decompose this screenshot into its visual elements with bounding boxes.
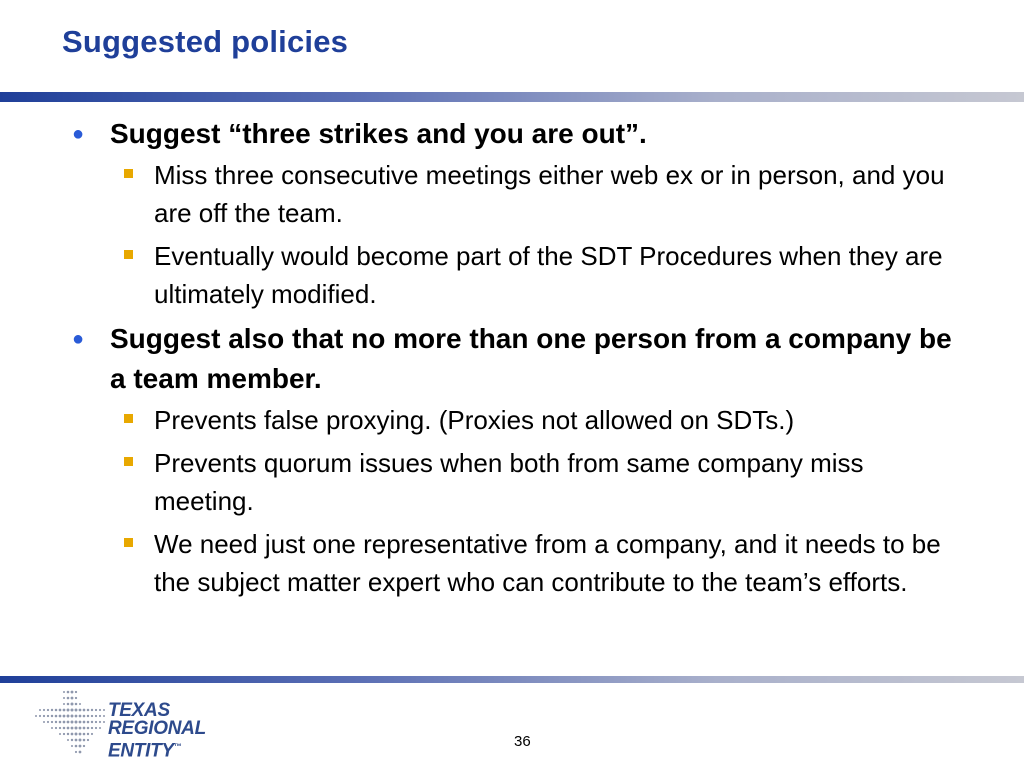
logo-dot (95, 727, 97, 729)
logo-dot (67, 691, 70, 694)
logo-dot (83, 745, 85, 747)
logo-dot (91, 715, 93, 717)
logo-dot (67, 703, 70, 706)
logo-dot (79, 751, 82, 754)
sub-bullet-text: Prevents quorum issues when both from same company miss meeting. (154, 448, 864, 516)
logo-dot (75, 715, 78, 718)
logo-dot (63, 721, 66, 724)
logo-dot (79, 745, 82, 748)
logo-dot (63, 697, 65, 699)
logo-dot (63, 727, 66, 730)
logo-dot (63, 703, 65, 705)
logo-line-entity: ENTITY (108, 740, 174, 762)
bullet-item (68, 319, 968, 399)
logo-dot (91, 727, 93, 729)
bullet-item (68, 114, 968, 154)
logo-dot (95, 715, 97, 717)
logo-dot (67, 727, 70, 730)
logo-dot (79, 727, 82, 730)
logo-dot (75, 691, 77, 693)
logo-dot (103, 715, 105, 717)
logo-dot (55, 727, 57, 729)
logo-dot (79, 733, 82, 736)
logo-dot (47, 715, 49, 717)
sub-bullet-item (68, 444, 968, 520)
logo-dot (79, 721, 82, 724)
logo-dot (55, 715, 58, 718)
square-bullet-icon (124, 250, 133, 259)
footer-divider (0, 676, 1024, 683)
logo-dot (95, 709, 97, 711)
logo-dot (71, 697, 74, 700)
logo-dot (83, 721, 86, 724)
logo-dot (43, 709, 45, 711)
logo-dot (67, 739, 69, 741)
logo-dot (71, 703, 74, 706)
square-bullet-icon (124, 414, 133, 423)
logo-dot (99, 709, 101, 711)
logo-dot (63, 715, 66, 718)
logo-wordmark (108, 702, 206, 760)
logo-dot (87, 733, 89, 735)
logo-dot (87, 727, 90, 730)
logo-dot (59, 709, 62, 712)
logo-dot (79, 739, 82, 742)
logo-dot (67, 733, 69, 735)
bullet-text: Suggest also that no more than one person from a company be a team member. (110, 323, 952, 394)
logo-dot (87, 709, 90, 712)
logo-dot (87, 715, 89, 717)
square-bullet-icon (124, 538, 133, 547)
logo-dot (75, 733, 78, 736)
sub-bullet-item (68, 156, 968, 232)
logo-dot (67, 709, 70, 712)
logo-dot (103, 721, 105, 723)
logo-dot (79, 709, 82, 712)
sub-bullet-item (68, 525, 968, 601)
logo-dot (75, 709, 78, 712)
logo-dot (87, 721, 90, 724)
logo-line-regional: REGIONAL (108, 718, 206, 739)
logo-dot (55, 709, 58, 712)
bullet-dot-icon: ● (72, 328, 85, 350)
square-bullet-icon (124, 169, 133, 178)
logo-dot (91, 709, 93, 711)
logo-dot (83, 727, 86, 730)
sub-bullet-text: We need just one representative from a company, and it needs to be the subject matter expert who can contribute to the team’s efforts. (154, 529, 941, 597)
sub-bullet-text: Eventually would become part of the SDT Procedures when they are ultimately modified. (154, 241, 943, 309)
logo-dot (59, 721, 62, 724)
logo-dot (71, 691, 74, 694)
logo-dot (63, 709, 66, 712)
logo-dot (39, 709, 41, 711)
sub-bullet-text: Miss three consecutive meetings either web ex or in person, and you are off the team. (154, 160, 945, 228)
logo-dot (51, 727, 53, 729)
logo-dot (63, 691, 65, 693)
logo-dot (67, 715, 70, 718)
logo-dot (71, 733, 74, 736)
logo-dot (39, 715, 41, 717)
logo-dot (59, 727, 61, 729)
logo-dot (71, 709, 74, 712)
logo-dot (103, 709, 105, 711)
slide-title: Suggested policies (62, 24, 349, 59)
logo-dot (71, 721, 74, 724)
bullet-text: Suggest “three strikes and you are out”. (110, 118, 647, 149)
logo-dot (79, 703, 81, 705)
logo-dot (83, 733, 86, 736)
logo-dot (71, 745, 73, 747)
logo-dot (75, 697, 77, 699)
logo-dot (55, 721, 57, 723)
page-number: 36 (514, 733, 531, 750)
logo-dot (51, 721, 53, 723)
logo-dot (83, 715, 86, 718)
logo-dot (51, 715, 53, 717)
logo-dot (75, 751, 77, 753)
logo-dot (67, 721, 70, 724)
title-divider (0, 92, 1024, 102)
logo-dot (79, 715, 82, 718)
logo-dot (91, 733, 93, 735)
logo-dot (91, 721, 93, 723)
logo-dot (99, 721, 101, 723)
logo-dot (43, 721, 45, 723)
logo-dot (43, 715, 45, 717)
logo-dot (47, 709, 49, 711)
logo-dot (71, 739, 73, 741)
logo-dot (47, 721, 49, 723)
logo-dot (99, 715, 101, 717)
square-bullet-icon (124, 457, 133, 466)
logo-dot (83, 739, 86, 742)
logo-dot (75, 721, 78, 724)
logo-dot (59, 733, 61, 735)
logo-dot (75, 739, 78, 742)
logo-dot (75, 703, 78, 706)
logo-dot (75, 727, 78, 730)
logo-dot (71, 715, 74, 718)
logo-dot (99, 727, 101, 729)
logo-dot (75, 745, 78, 748)
sub-bullet-text: Prevents false proxying. (Proxies not allowed on SDTs.) (154, 405, 795, 435)
sub-bullet-item (68, 401, 968, 439)
logo-dot (59, 715, 62, 718)
logo-dot (63, 733, 65, 735)
logo-dot (71, 727, 74, 730)
logo-dot (35, 715, 37, 717)
trademark-symbol: ™ (173, 742, 182, 751)
sub-bullet-item (68, 237, 968, 313)
logo-dot (95, 721, 97, 723)
logo-dot (83, 709, 86, 712)
logo-line-texas: TEXAS (108, 700, 170, 721)
logo-dot (51, 709, 53, 711)
slide-content (68, 110, 968, 601)
bullet-dot-icon: ● (72, 123, 85, 145)
logo-dot (67, 697, 70, 700)
logo-dot (87, 739, 89, 741)
